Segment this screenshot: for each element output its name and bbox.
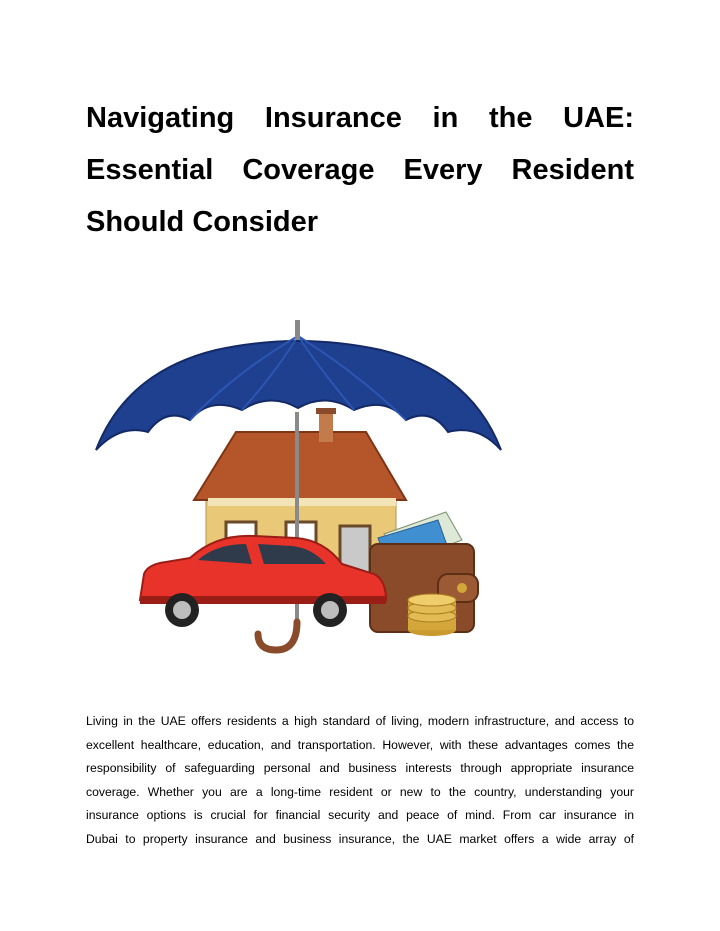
body-line-1: Living in the UAE offers residents a high standard of living, modern infrastructure, and access to [86,714,634,728]
body-line-2: excellent healthcare, education, and transportation. However, with these advantages comes the [86,737,634,752]
body-line-6: Dubai to property insurance and business insurance, the UAE market offers a wide array of [86,831,634,846]
article-title [86,92,634,248]
title-line-1: Navigating Insurance in the UAE: [86,102,634,134]
body-line-4: coverage. Whether you are a long-time resident or new to the country, understanding your [86,784,634,799]
coins-icon [408,594,456,636]
title-line-3: Should Consider [86,206,318,238]
insurance-umbrella-illustration [86,312,516,662]
body-line-3: responsibility of safeguarding personal and business interests through appropriate insurance [86,761,634,775]
body-line-5: insurance options is crucial for financial security and peace of mind. From car insurance in [86,808,634,822]
article-body [86,710,634,851]
title-line-2: Essential Coverage Every Resident [86,154,634,186]
